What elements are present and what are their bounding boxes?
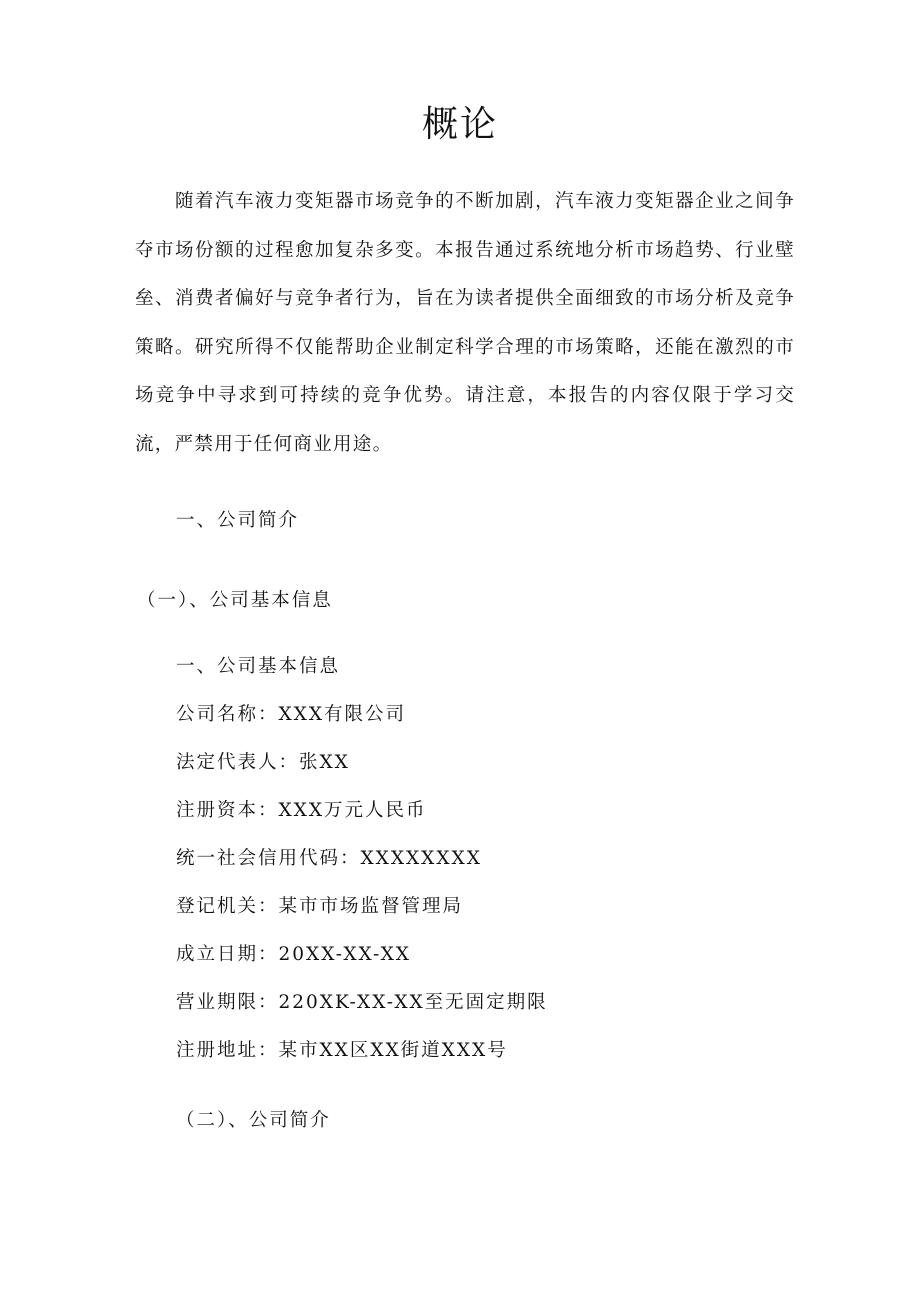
intro-paragraph: 随着汽车液力变矩器市场竞争的不断加剧，汽车液力变矩器企业之间争夺市场份额的过程愈加复杂多变。本报告通过系统地分析市场趋势、行业壁垒、消费者偏好与竞争者行为，旨在为读者提供全面细致的市场分析及竞争策略。研究所得不仅能帮助企业制定科学合理的市场策略，还能在激烈的市场竞争中寻求到可持续的竞争优势。请注意，本报告的内容仅限于学习交流，严禁用于任何商业用途。: [135, 191, 795, 455]
info-registered-address: 注册地址：某市XX区XX街道XXX号: [176, 1040, 508, 1061]
info-company-name: 公司名称：XXX有限公司: [176, 704, 407, 725]
info-registered-capital: 注册资本：XXX万元人民币: [176, 800, 427, 821]
section-heading-company-profile: 一、公司简介: [176, 510, 300, 531]
subsection-heading-company-intro: （二）、公司简介: [176, 1110, 331, 1131]
info-legal-representative: 法定代表人：张XX: [176, 752, 350, 773]
info-establishment-date: 成立日期：20XX-XX-XX: [176, 944, 411, 965]
info-credit-code: 统一社会信用代码：XXXXXXXX: [176, 848, 482, 869]
info-business-term: 营业期限：220XK-XX-XX至无固定期限: [176, 992, 548, 1013]
subsection-heading-basic-info: （一）、公司基本信息: [137, 590, 333, 611]
document-title: 概论: [421, 104, 498, 145]
basic-info-heading: 一、公司基本信息: [176, 656, 341, 677]
info-registration-authority: 登记机关：某市市场监督管理局: [176, 896, 464, 917]
